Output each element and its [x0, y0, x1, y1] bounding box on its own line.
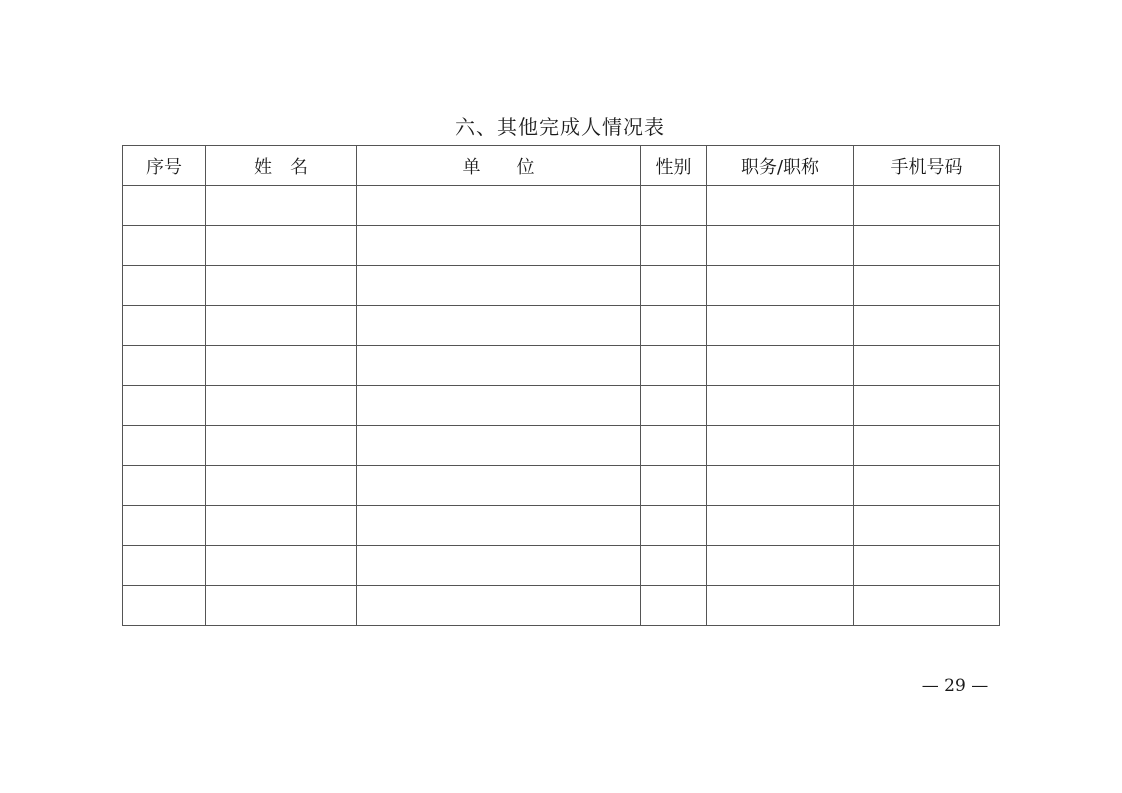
cell-name [206, 466, 357, 506]
cell-name [206, 266, 357, 306]
table-row [123, 226, 1000, 266]
cell-position-title [707, 226, 854, 266]
table-row [123, 506, 1000, 546]
cell-serial-number [123, 346, 206, 386]
table-row [123, 546, 1000, 586]
cell-name [206, 426, 357, 466]
cell-mobile-number [854, 306, 1000, 346]
cell-organization [357, 186, 641, 226]
cell-name [206, 346, 357, 386]
cell-gender [641, 546, 707, 586]
cell-serial-number [123, 546, 206, 586]
cell-mobile-number [854, 346, 1000, 386]
cell-serial-number [123, 386, 206, 426]
header-position-title: 职务/职称 [707, 146, 854, 186]
cell-mobile-number [854, 506, 1000, 546]
cell-position-title [707, 586, 854, 626]
table-row [123, 466, 1000, 506]
header-serial-number: 序号 [123, 146, 206, 186]
cell-position-title [707, 466, 854, 506]
cell-mobile-number [854, 466, 1000, 506]
cell-position-title [707, 306, 854, 346]
cell-gender [641, 306, 707, 346]
cell-gender [641, 226, 707, 266]
cell-organization [357, 266, 641, 306]
cell-position-title [707, 386, 854, 426]
page-number: — 29 — [921, 676, 989, 696]
table-title: 六、其他完成人情况表 [455, 115, 665, 139]
table-row [123, 386, 1000, 426]
cell-mobile-number [854, 426, 1000, 466]
table-row [123, 186, 1000, 226]
cell-serial-number [123, 506, 206, 546]
cell-name [206, 186, 357, 226]
header-row [123, 146, 1000, 186]
cell-mobile-number [854, 186, 1000, 226]
cell-gender [641, 506, 707, 546]
cell-gender [641, 266, 707, 306]
cell-serial-number [123, 266, 206, 306]
cell-gender [641, 346, 707, 386]
cell-position-title [707, 546, 854, 586]
cell-name [206, 386, 357, 426]
cell-organization [357, 506, 641, 546]
cell-gender [641, 426, 707, 466]
cell-name [206, 226, 357, 266]
cell-organization [357, 466, 641, 506]
cell-organization [357, 306, 641, 346]
cell-organization [357, 546, 641, 586]
cell-position-title [707, 346, 854, 386]
cell-organization [357, 346, 641, 386]
cell-gender [641, 386, 707, 426]
header-name: 姓 名 [206, 146, 357, 186]
table-row [123, 266, 1000, 306]
table-row [123, 426, 1000, 466]
cell-serial-number [123, 466, 206, 506]
cell-serial-number [123, 186, 206, 226]
cell-organization [357, 586, 641, 626]
cell-mobile-number [854, 546, 1000, 586]
cell-gender [641, 186, 707, 226]
cell-serial-number [123, 586, 206, 626]
cell-gender [641, 466, 707, 506]
cell-serial-number [123, 226, 206, 266]
cell-position-title [707, 506, 854, 546]
cell-organization [357, 386, 641, 426]
cell-name [206, 546, 357, 586]
table-body [123, 186, 1000, 626]
cell-mobile-number [854, 586, 1000, 626]
cell-position-title [707, 426, 854, 466]
header-gender: 性别 [641, 146, 707, 186]
cell-gender [641, 586, 707, 626]
cell-mobile-number [854, 226, 1000, 266]
cell-mobile-number [854, 266, 1000, 306]
cell-name [206, 586, 357, 626]
cell-position-title [707, 266, 854, 306]
table-row [123, 346, 1000, 386]
cell-organization [357, 426, 641, 466]
table-row [123, 306, 1000, 346]
cell-name [206, 506, 357, 546]
cell-serial-number [123, 426, 206, 466]
cell-serial-number [123, 306, 206, 346]
cell-name [206, 306, 357, 346]
header-mobile-number: 手机号码 [854, 146, 1000, 186]
cell-position-title [707, 186, 854, 226]
header-organization: 单 位 [357, 146, 641, 186]
other-contributors-table [122, 145, 1000, 626]
cell-mobile-number [854, 386, 1000, 426]
cell-organization [357, 226, 641, 266]
table-row [123, 586, 1000, 626]
